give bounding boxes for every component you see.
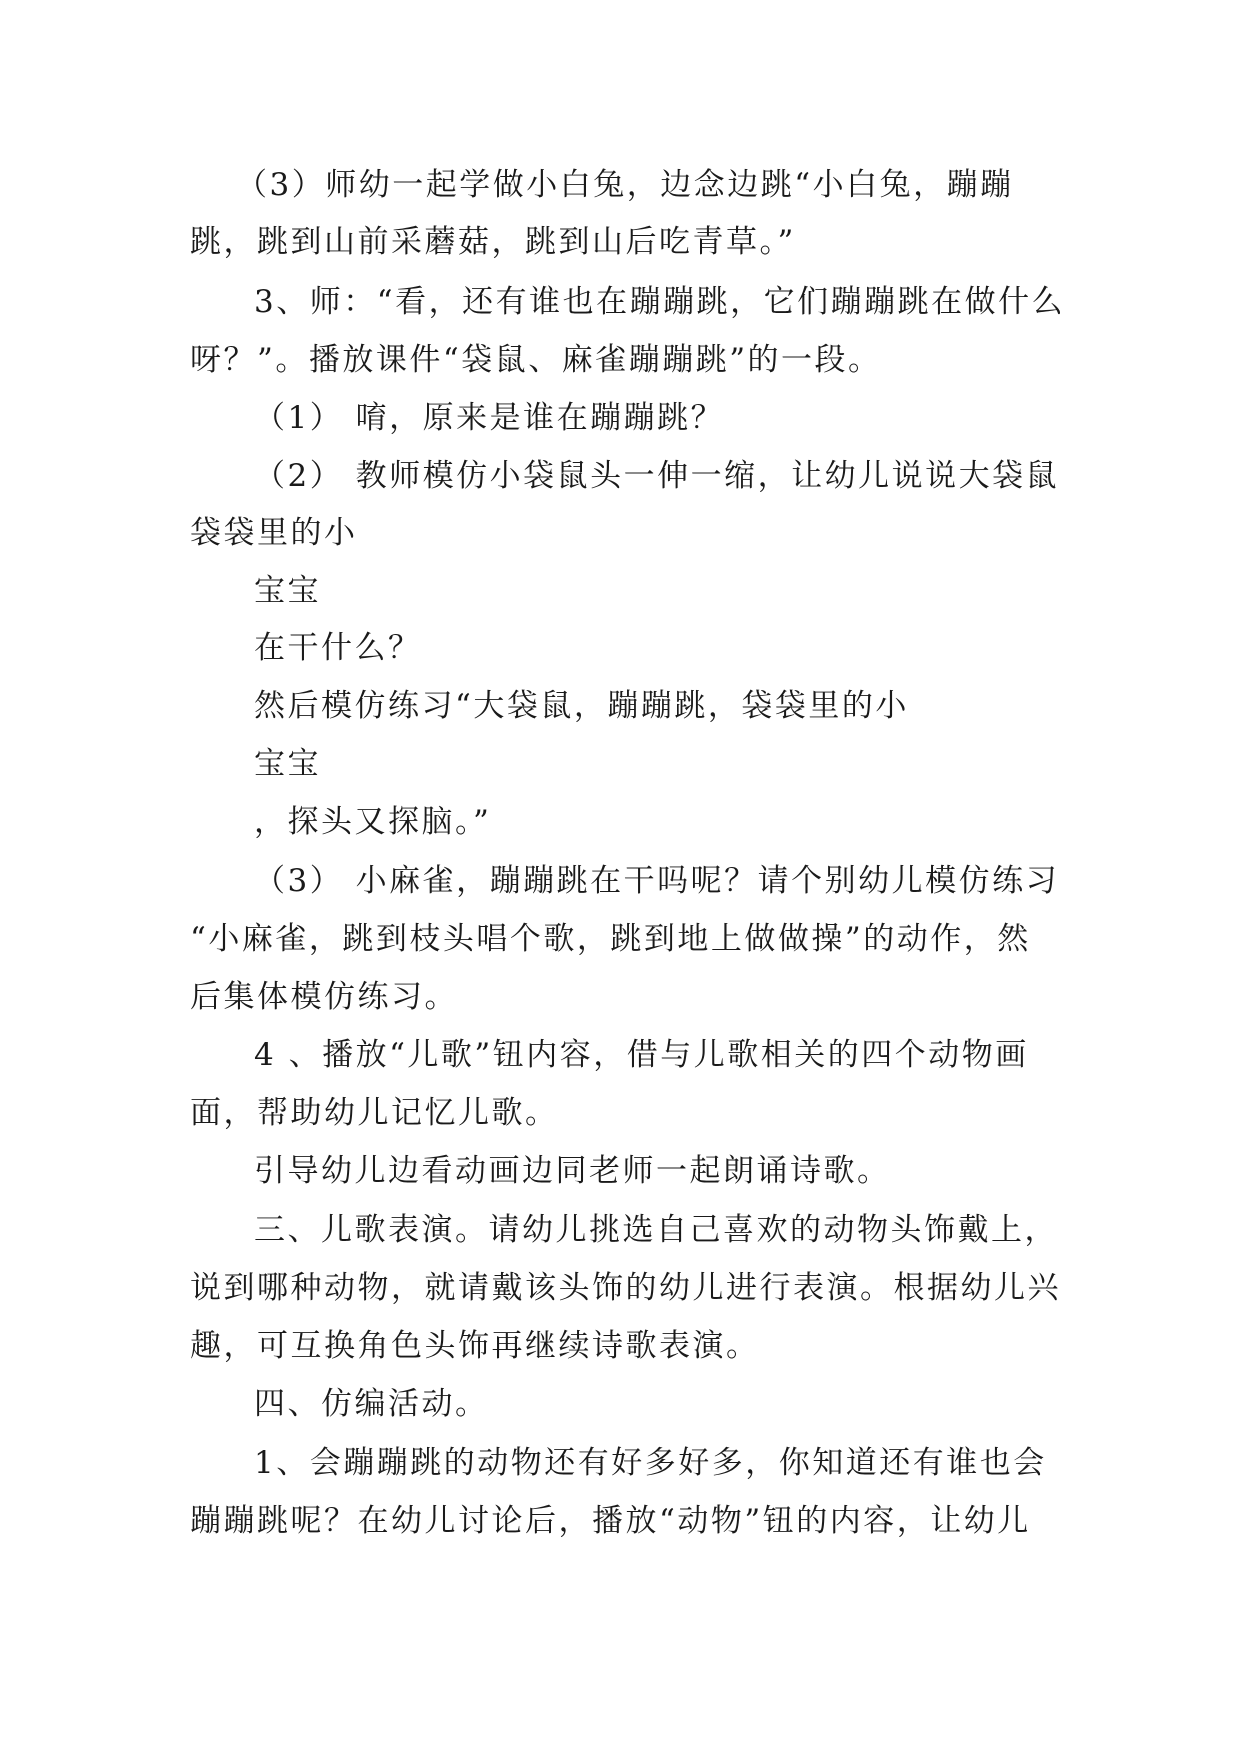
text-line-10: 然后模仿练习“大袋鼠，蹦蹦跳，袋袋里的小 — [254, 688, 909, 724]
text-line-9: 在干什么？ — [254, 630, 422, 666]
text-line-7: 袋袋里的小 — [190, 515, 358, 551]
text-line-17: 面，帮助幼儿记忆儿歌。 — [190, 1095, 559, 1131]
text-line-5: （1） 唷，原来是谁在蹦蹦跳？ — [254, 400, 725, 436]
text-line-3: 3、师：“看，还有谁也在蹦蹦跳，它们蹦蹦跳在做什么 — [254, 284, 1066, 320]
text-line-20: 说到哪种动物，就请戴该头饰的幼儿进行表演。根据幼儿兴 — [190, 1270, 1061, 1306]
text-line-1: （3）师幼一起学做小白兔，边念边跳“小白兔，蹦蹦 — [236, 167, 1014, 203]
text-line-2: 跳，跳到山前采蘑菇，跳到山后吃青草。” — [190, 224, 796, 260]
text-line-23: 1、会蹦蹦跳的动物还有好多好多，你知道还有谁也会 — [254, 1445, 1047, 1481]
text-line-12: ，探头又探脑。” — [254, 804, 492, 840]
text-line-15: 后集体模仿练习。 — [190, 979, 458, 1015]
text-line-24: 蹦蹦跳呢？在幼儿讨论后，播放“动物”钮的内容，让幼儿 — [190, 1503, 1031, 1539]
text-line-14: “小麻雀，跳到枝头唱个歌，跳到地上做做操”的动作，然 — [190, 921, 1031, 957]
text-line-22: 四、仿编活动。 — [254, 1386, 489, 1422]
text-line-6: （2） 教师模仿小袋鼠头一伸一缩，让幼儿说说大袋鼠 — [254, 458, 1060, 494]
text-line-8: 宝宝 — [254, 573, 321, 609]
text-line-21: 趣，可互换角色头饰再继续诗歌表演。 — [190, 1328, 760, 1364]
text-line-4: 呀？”。播放课件“袋鼠、麻雀蹦蹦跳”的一段。 — [190, 342, 882, 378]
text-line-18: 引导幼儿边看动画边同老师一起朗诵诗歌。 — [254, 1153, 891, 1189]
text-line-13: （3） 小麻雀，蹦蹦跳在干吗呢？请个别幼儿模仿练习 — [254, 863, 1060, 899]
text-line-16: 4 、播放“儿歌”钮内容，借与儿歌相关的四个动物画 — [254, 1037, 1029, 1073]
text-line-11: 宝宝 — [254, 746, 321, 782]
text-line-19: 三、儿歌表演。请幼儿挑选自己喜欢的动物头饰戴上， — [254, 1212, 1058, 1248]
